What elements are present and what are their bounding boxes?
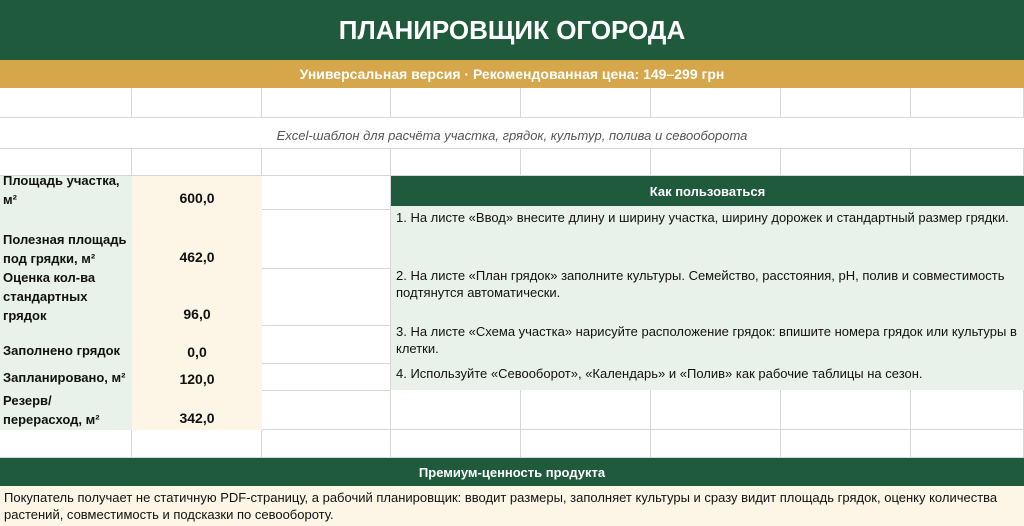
cell[interactable] bbox=[651, 149, 781, 176]
metric-value-plot-area[interactable]: 600,0 bbox=[132, 176, 262, 210]
cell[interactable] bbox=[132, 149, 262, 176]
cell[interactable] bbox=[262, 88, 391, 118]
cell[interactable] bbox=[262, 326, 391, 364]
cell[interactable] bbox=[0, 88, 132, 118]
cell[interactable] bbox=[651, 430, 781, 458]
how-to-step-2[interactable]: 2. На листе «План грядок» заполните культуры. Семейство, расстояния, pH, полив и совместимость подтянутся автоматически. bbox=[391, 264, 1024, 320]
metric-label-usable-area[interactable]: Полезная площадь под грядки, м² bbox=[0, 210, 132, 269]
sheet-description: Excel-шаблон для расчёта участка, грядок, культур, полива и севооборота bbox=[0, 123, 1024, 149]
premium-text[interactable]: Покупатель получает не статичную PDF-страницу, а рабочий планировщик: вводит размеры, заполняет культуры и сразу видит площадь грядок, оценку количества растений, совместимость и подсказки по севообороту. bbox=[0, 486, 1024, 526]
metric-label-bed-count[interactable]: Оценка кол-ва стандартных грядок bbox=[0, 269, 132, 326]
cell[interactable] bbox=[911, 390, 1024, 430]
cell[interactable] bbox=[262, 210, 391, 269]
metric-label-filled-beds[interactable]: Заполнено грядок bbox=[0, 326, 132, 364]
cell[interactable] bbox=[781, 430, 911, 458]
cell[interactable] bbox=[391, 149, 521, 176]
cell[interactable] bbox=[391, 390, 521, 430]
premium-header[interactable]: Премиум-ценность продукта bbox=[0, 458, 1024, 486]
cell[interactable] bbox=[911, 88, 1024, 118]
metric-value-reserve[interactable]: 342,0 bbox=[132, 391, 262, 430]
cell[interactable] bbox=[132, 430, 262, 458]
cell[interactable] bbox=[521, 88, 651, 118]
cell[interactable] bbox=[781, 149, 911, 176]
metric-value-filled-beds[interactable]: 0,0 bbox=[132, 326, 262, 364]
how-to-step-3[interactable]: 3. На листе «Схема участка» нарисуйте расположение грядок: впишите номера грядок или культуры в клетки. bbox=[391, 320, 1024, 362]
cell[interactable] bbox=[391, 88, 521, 118]
cell[interactable] bbox=[521, 430, 651, 458]
how-to-step-1[interactable]: 1. На листе «Ввод» внесите длину и ширину участка, ширину дорожек и стандартный размер грядки. bbox=[391, 206, 1024, 264]
cell[interactable] bbox=[262, 269, 391, 326]
cell[interactable] bbox=[132, 88, 262, 118]
cell[interactable] bbox=[651, 88, 781, 118]
metric-value-planned[interactable]: 120,0 bbox=[132, 364, 262, 391]
metric-label-plot-area[interactable]: Площадь участка, м² bbox=[0, 176, 132, 210]
cell[interactable] bbox=[0, 430, 132, 458]
empty-grid-row bbox=[0, 88, 1024, 118]
how-to-header[interactable]: Как пользоваться bbox=[391, 176, 1024, 206]
sheet-title: ПЛАНИРОВЩИК ОГОРОДА bbox=[0, 0, 1024, 60]
cell[interactable] bbox=[911, 149, 1024, 176]
cell[interactable] bbox=[262, 364, 391, 391]
cell[interactable] bbox=[781, 88, 911, 118]
sheet-subtitle: Универсальная версия · Рекомендованная цена: 149–299 грн bbox=[0, 60, 1024, 88]
cell[interactable] bbox=[521, 149, 651, 176]
metric-value-bed-count[interactable]: 96,0 bbox=[132, 269, 262, 326]
empty-grid-row bbox=[0, 390, 1024, 430]
cell[interactable] bbox=[262, 149, 391, 176]
cell[interactable] bbox=[262, 176, 391, 210]
cell[interactable] bbox=[781, 390, 911, 430]
cell[interactable] bbox=[391, 430, 521, 458]
metric-value-usable-area[interactable]: 462,0 bbox=[132, 210, 262, 269]
metric-label-planned[interactable]: Запланировано, м² bbox=[0, 364, 132, 391]
empty-grid-row bbox=[0, 149, 1024, 176]
cell[interactable] bbox=[651, 390, 781, 430]
empty-grid-row bbox=[0, 430, 1024, 458]
how-to-step-4[interactable]: 4. Используйте «Севооборот», «Календарь» и «Полив» как рабочие таблицы на сезон. bbox=[391, 362, 1024, 390]
cell[interactable] bbox=[521, 390, 651, 430]
metric-label-reserve[interactable]: Резерв/перерасход, м² bbox=[0, 391, 132, 430]
cell[interactable] bbox=[911, 430, 1024, 458]
cell[interactable] bbox=[262, 430, 391, 458]
